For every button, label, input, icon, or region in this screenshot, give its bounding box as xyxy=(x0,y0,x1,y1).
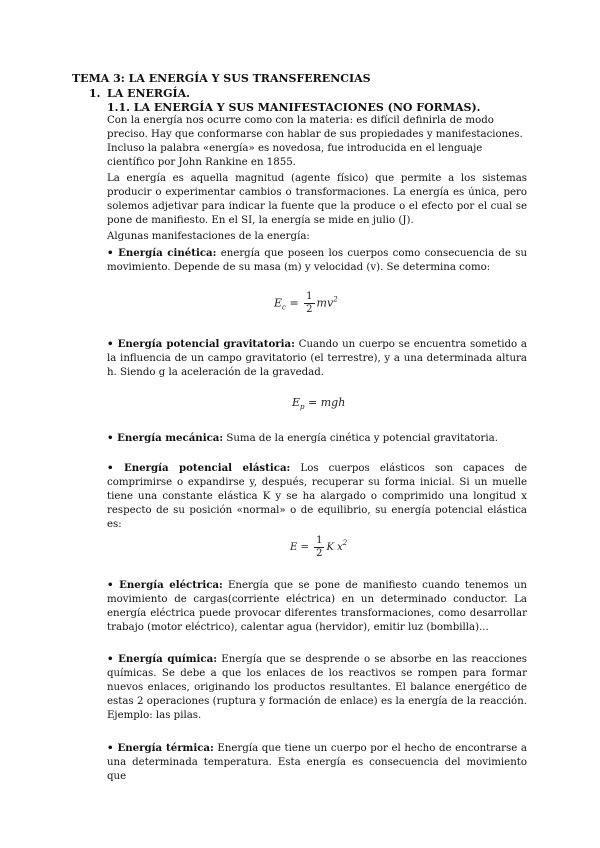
formula-potential-lhs: E xyxy=(292,396,301,409)
item-potencial xyxy=(107,337,527,380)
formula-kinetic-num: 1 xyxy=(306,291,313,302)
bullet: • xyxy=(107,579,114,591)
section-heading xyxy=(89,87,190,100)
item-quimica-name: Energía química: xyxy=(118,653,217,665)
formula-elastic-num: 1 xyxy=(316,535,323,546)
formula-potential-sub: p xyxy=(300,403,305,411)
item-potencial-text: Cuando un cuerpo se encuentra sometido a la influencia de un campo gravitatorio (el terrestre), y a una determinada altura h. Siendo g la aceleración de la gravedad. xyxy=(107,339,527,378)
formula-elastic xyxy=(290,535,347,560)
formula-potential-eq: = xyxy=(304,396,321,409)
item-electrica xyxy=(107,578,527,635)
bullet: • xyxy=(107,742,114,754)
item-cinetica-name: Energía cinética: xyxy=(118,247,217,259)
section-number: 1. xyxy=(89,87,101,100)
item-termica-text: Energía que tiene un cuerpo por el hecho de encontrarse a una determinada temperatura. Esta energía es consecuencia del movimiento que xyxy=(107,743,528,782)
item-electrica-text: Energía que se pone de manifiesto cuando tenemos un movimiento de cargas(corriente eléctrica) en un determinado conductor. La energía eléctrica puede provocar diferentes transformaciones, como desarrollar trabajo (motor eléctrico), calentar agua (hervidor), emitir luz (bombilla)... xyxy=(107,580,527,633)
formula-potential xyxy=(292,396,345,411)
item-potencial-name: Energía potencial gravitatoria: xyxy=(117,338,295,350)
formula-kinetic-sub: c xyxy=(282,303,286,312)
section-label: LA ENERGÍA. xyxy=(107,87,190,100)
formula-potential-rhs: mgh xyxy=(320,396,346,409)
item-termica-name: Energía térmica: xyxy=(117,742,214,754)
formula-elastic-lhs: E xyxy=(290,542,298,553)
item-cinetica-text: energía que poseen los cuerpos como consecuencia de su movimiento. Depende de su masa (m) y velocidad (v). Se determina como: xyxy=(107,248,528,273)
bullet: • xyxy=(107,653,114,665)
item-cinetica xyxy=(107,246,527,275)
item-mecanica-name: Energía mecánica: xyxy=(117,432,224,444)
intro-paragraph-1: Con la energía nos ocurre como con la materia: es difícil definirla de modo preciso. Hay que conformarse con hablar de sus propiedades y manifestaciones. Incluso la palabra «energía» es novedosa, fue introducida en el lenguaje científico por John Rankine en 1855. xyxy=(107,115,523,168)
bullet: • xyxy=(107,338,114,350)
item-mecanica xyxy=(107,431,527,446)
formula-kinetic-den: 2 xyxy=(306,304,313,315)
formula-kinetic xyxy=(274,291,338,316)
intro-paragraph-2: La energía es aquella magnitud (agente físico) que permite a los sistemas producir o experimentar cambios o transformaciones. La energía es única, pero solemos adjetivar para indicar la fuente que la produce o el efecto por el cual se pone de manifiesto. En el SI, la energía se mide en julio (J). xyxy=(107,173,527,226)
formula-elastic-eq: = xyxy=(297,542,313,553)
item-termica xyxy=(107,741,527,784)
item-electrica-name: Energía eléctrica: xyxy=(119,579,223,591)
item-elastica-text: Los cuerpos elásticos son capaces de comprimirse o expandirse y, después, recuperar su forma inicial. Si un muelle tiene una constante elástica K y se ha alargado o comprimido una longitud x respecto de su posición «normal» o de equilibrio, su energía potencial elástica es: xyxy=(107,463,528,530)
item-elastica-name: Energía potencial elástica: xyxy=(123,462,291,474)
document-title: TEMA 3: LA ENERGÍA Y SUS TRANSFERENCIAS xyxy=(72,72,371,85)
bullet: • xyxy=(107,432,114,444)
formula-elastic-sup: 2 xyxy=(342,539,348,547)
intro-paragraph-3: Algunas manifestaciones de la energía: xyxy=(107,231,310,242)
formula-kinetic-eq: = xyxy=(285,296,303,310)
formula-kinetic-rhs: mv xyxy=(316,296,334,310)
formula-kinetic-lhs: E xyxy=(274,296,283,310)
bullet: • xyxy=(107,247,114,259)
item-elastica xyxy=(107,461,527,532)
formula-kinetic-sup: 2 xyxy=(333,295,338,304)
formula-kinetic-fraction xyxy=(304,291,314,316)
formula-elastic-rhs: K x xyxy=(326,542,343,553)
formula-elastic-fraction xyxy=(314,535,324,560)
item-quimica xyxy=(107,652,527,723)
subsection-heading: 1.1. LA ENERGÍA Y SUS MANIFESTACIONES (NO FORMAS). xyxy=(107,101,481,114)
bullet: • xyxy=(107,462,114,474)
item-mecanica-text: Suma de la energía cinética y potencial gravitatoria. xyxy=(223,433,498,444)
formula-elastic-den: 2 xyxy=(316,548,323,559)
item-quimica-text: Energía que se desprende o se absorbe en las reacciones químicas. Se debe a que los enlaces de los reactivos se rompen para formar nuevos enlaces, originando los productos resultantes. El balance energético de estas 2 operaciones (ruptura y formación de enlace) es la energía de la reacción. Ejemplo: las pilas. xyxy=(107,654,528,721)
